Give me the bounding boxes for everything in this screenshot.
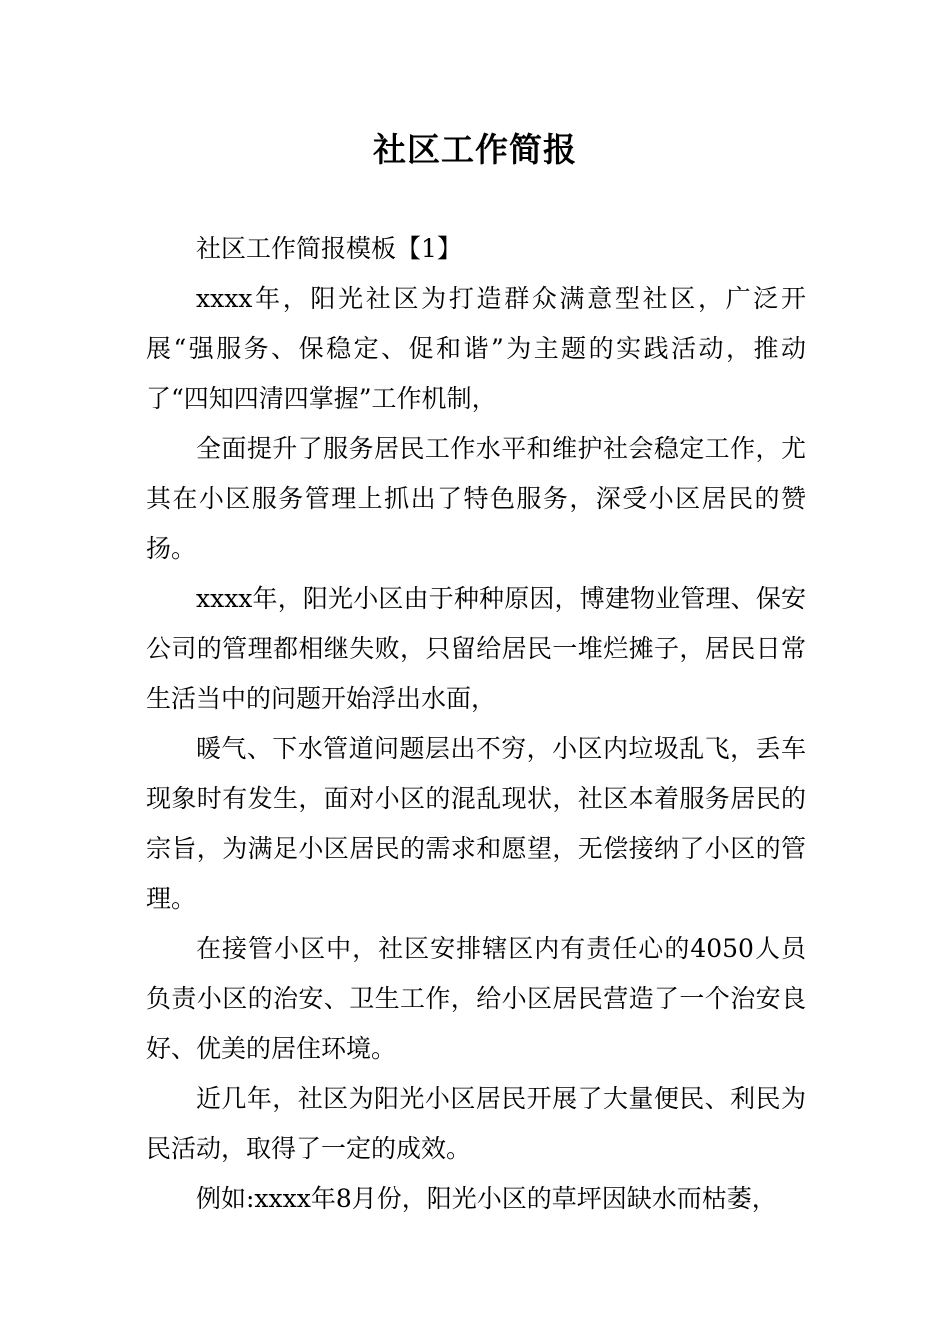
paragraph: 在接管小区中，社区安排辖区内有责任心的4050人员负责小区的治安、卫生工作，给小区居民营造了一个治安良好、优美的居住环境。 <box>146 934 806 1063</box>
paragraph-template-heading: 社区工作简报模板【1】 <box>196 234 462 263</box>
paragraph: xxxx年，阳光小区由于种种原因，博建物业管理、保安公司的管理都相继失败，只留给居民一堆烂摊子，居民日常生活当中的问题开始浮出水面， <box>146 584 806 713</box>
paragraph: 全面提升了服务居民工作水平和维护社会稳定工作，尤其在小区服务管理上抓出了特色服务，深受小区居民的赞扬。 <box>146 434 806 563</box>
paragraph: 近几年，社区为阳光小区居民开展了大量便民、利民为民活动，取得了一定的成效。 <box>146 1084 806 1163</box>
document-body <box>146 224 806 1224</box>
paragraph: 暖气、下水管道问题层出不穷，小区内垃圾乱飞，丢车现象时有发生，面对小区的混乱现状，社区本着服务居民的宗旨，为满足小区居民的需求和愿望，无偿接纳了小区的管理。 <box>146 734 806 913</box>
document-title: 社区工作简报 <box>373 130 577 169</box>
paragraph: xxxx年，阳光社区为打造群众满意型社区，广泛开展“强服务、保稳定、促和谐”为主题的实践活动，推动了“四知四清四掌握”工作机制， <box>146 284 806 413</box>
paragraph: 例如:xxxx年8月份，阳光小区的草坪因缺水而枯萎， <box>196 1184 777 1213</box>
